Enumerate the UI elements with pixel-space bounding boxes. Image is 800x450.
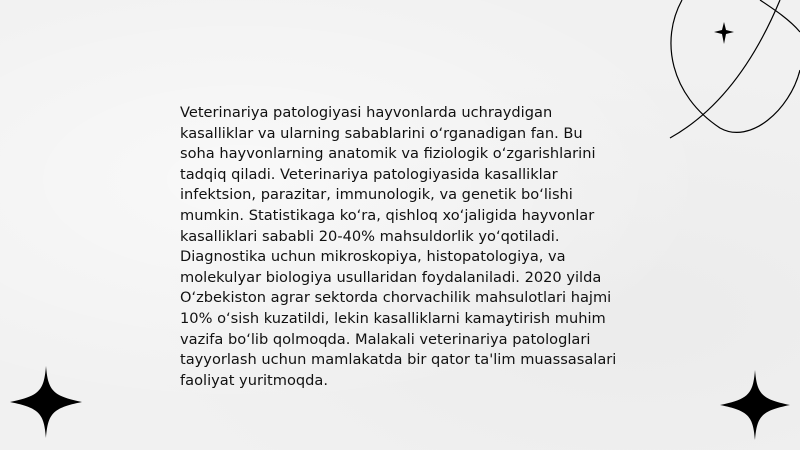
four-point-star-icon bbox=[10, 366, 82, 438]
body-paragraph: Veterinariya patologiyasi hayvonlarda uchraydigan kasalliklar va ularning sabablarini o‘rganadigan fan. Bu soha hayvonlarning anatomik va fiziologik o‘zgarishlarini tadqiq qiladi. Veterinariya patologiyasida kasalliklar infektsion, parazitar, immunologik, va genetik bo‘lishi mumkin. Statistikaga ko‘ra, qishloq xo‘jaligida hayvonlar kasalliklari sababli 20-40% mahsuldorlik yo‘qotiladi. Diagnostika uchun mikroskopiya, histopatologiya, va molekulyar biologiya usullaridan foydalaniladi. 2020 yilda O‘zbekiston agrar sektorda chorvachilik mahsulotlari hajmi 10% o‘sish kuzatildi, lekin kasalliklarni kamaytirish muhim vazifa bo‘lib qolmoqda. Malakali veterinariya patologlari tayyorlash uchun mamlakatda bir qator ta'lim muassasalari faoliyat yuritmoqda. bbox=[180, 104, 617, 389]
orbit-lines-ornament bbox=[660, 0, 800, 140]
four-point-star-icon bbox=[720, 370, 790, 440]
sparkle-star-icon bbox=[714, 22, 734, 44]
